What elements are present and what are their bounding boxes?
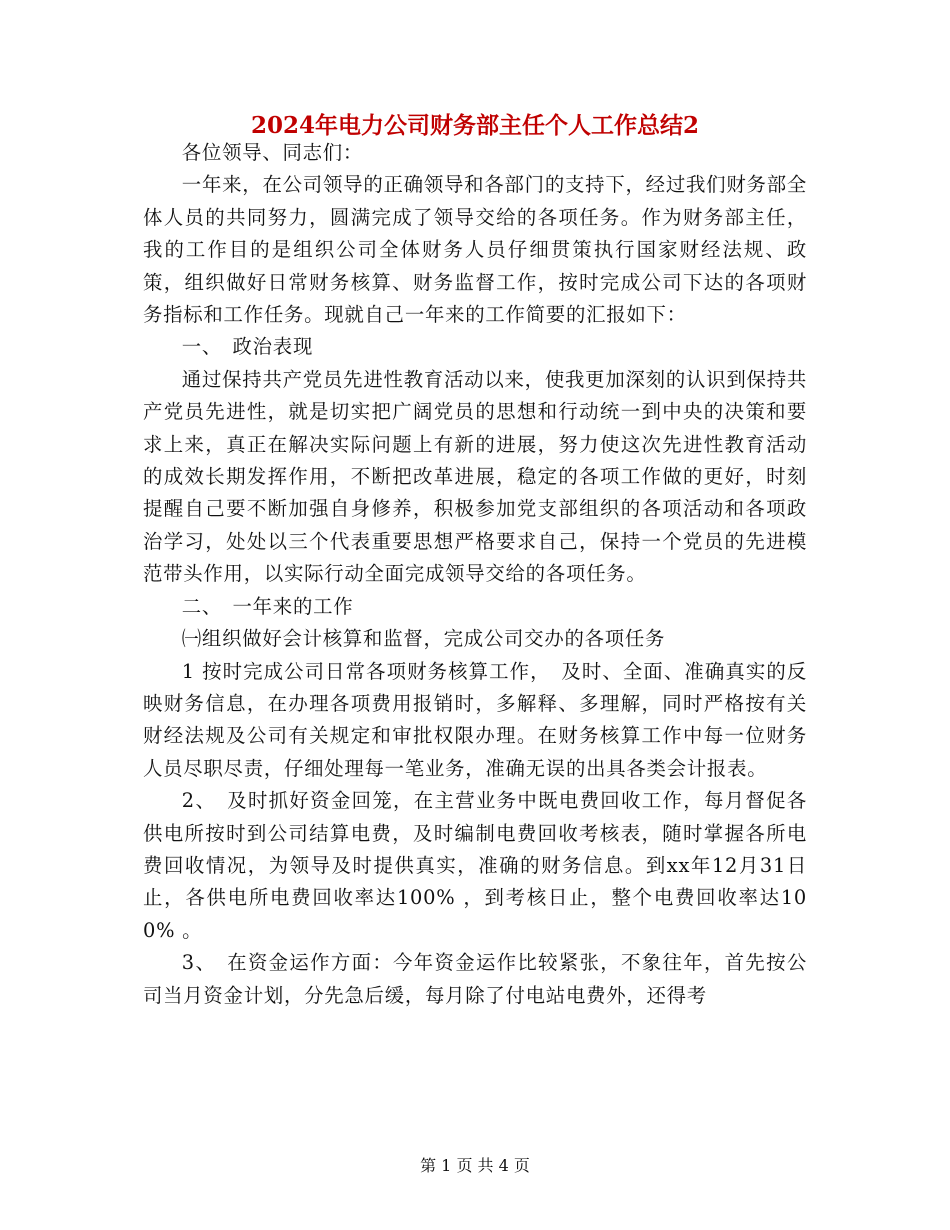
paragraph-political: 通过保持共产党员先进性教育活动以来，使我更加深刻的认识到保持共产党员先进性，就是切实把广阔党员的思想和行动统一到中央的决策和要求上来，真正在解决实际问题上有新的进展，努力使这次先进性教育活动的成效长期发挥作用，不断把改革进展，稳定的各项工作做的更好，时刻提醒自己要不断加强自身修养，积极参加党支部组织的各项活动和各项政治学习，处处以三个代表重要思想严格要求自己，保持一个党员的先进模范带头作用，以实际行动全面完成领导交给的各项任务。 [143,367,807,586]
document-body [143,137,807,1012]
paragraph-intro: 一年来，在公司领导的正确领导和各部门的支持下，经过我们财务部全体人员的共同努力，圆满完成了领导交给的各项任务。作为财务部主任，我的工作目的是组织公司全体财务人员仔细贯策执行国家财经法规、政策，组织做好日常财务核算、财务监督工作，按时完成公司下达的各项财务指标和工作任务。现就自己一年来的工作简要的汇报如下： [143,173,807,327]
paragraph-item-3: 3、 在资金运作方面：今年资金运作比较紧张，不象往年，首先按公司当月资金计划，分先急后缓，每月除了付电站电费外，还得考 [143,951,807,1007]
subsection-heading-accounting: ㈠组织做好会计核算和监督，完成公司交办的各项任务 [181,627,666,651]
section-heading-work: 二、 一年来的工作 [181,594,354,618]
page-footer: 第 1 页 共 4 页 [420,1156,530,1175]
document-title: 2024年电力公司财务部主任个人工作总结2 [250,112,700,139]
paragraph-item-2: 2、 及时抓好资金回笼，在主营业务中既电费回收工作，每月督促各供电所按时到公司结算电费，及时编制电费回收考核表，随时掌握各所电费回收情况，为领导及时提供真实，准确的财务信息。到xx年12月31日止，各供电所电费回收率达100% ，到考核日止，整个电费回收率达100% 。 [143,789,807,942]
section-heading-political: 一、 政治表现 [181,335,314,359]
paragraph-greeting: 各位领导、同志们： [181,141,364,164]
paragraph-item-1: 1 按时完成公司日常各项财务核算工作， 及时、全面、准确真实的反映财务信息，在办理各项费用报销时，多解释、多理解，同时严格按有关财经法规及公司有关规定和审批权限办理。在财务核算工作中每一位财务人员尽职尽责，仔细处理每一笔业务，准确无误的出具各类会计报表。 [143,659,807,780]
